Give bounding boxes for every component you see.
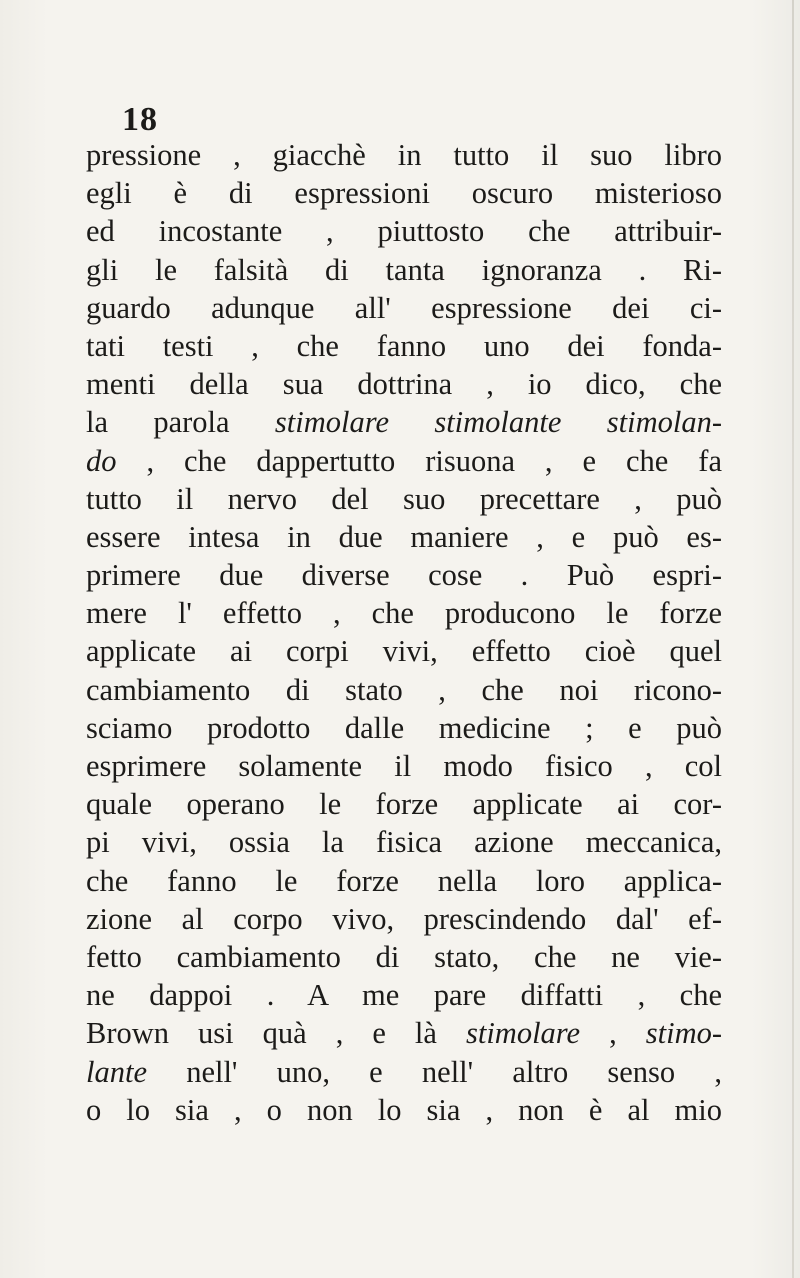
italic-text-segment: stimolare stimolante stimolan- [274,405,722,440]
text-segment: zione al corpo vivo, prescindendo dal' ef- [86,901,722,936]
text-segment: pressione , giacchè in tutto il suo libro [86,138,722,172]
text-segment: che fanno le forze nella loro applica- [86,863,722,898]
text-segment: , [580,1016,646,1051]
text-line [86,403,722,441]
text-segment: esprimere solamente il modo fisico , col [86,749,722,783]
text-line [86,1014,722,1052]
text-line [86,747,722,785]
text-line [86,251,722,289]
italic-text-segment: stimo- [645,1016,722,1051]
text-line [86,1091,722,1129]
text-segment: egli è di espressioni oscuro misterioso [86,176,722,211]
text-line [86,480,722,518]
text-segment: tutto il nervo del suo precettare , può [86,481,722,516]
text-line [86,632,722,670]
text-line [86,212,722,250]
italic-text-segment: do [86,443,117,478]
text-segment: applicate ai corpi vivi, effetto cioè quel [86,634,722,669]
text-line [86,823,722,861]
text-segment: sciamo prodotto dalle medicine ; e può [86,710,722,745]
text-segment: primere due diverse cose . Può espri- [86,558,722,593]
text-line [86,938,722,976]
text-line [86,900,722,938]
text-line [86,136,722,174]
text-segment: Brown usi quà , e là [86,1016,466,1051]
text-segment: guardo adunque all' espressione dei ci- [86,290,722,325]
text-line [86,518,722,556]
text-segment: ed incostante , piuttosto che attribuir- [86,214,722,249]
text-segment: , che dappertutto risuona , e che fa [116,443,722,478]
text-segment: nell' uno, e nell' altro senso , [147,1054,722,1089]
text-line [86,289,722,327]
text-line [86,671,722,709]
text-line [86,976,722,1014]
text-line [86,594,722,632]
text-segment: ne dappoi . A me pare diffatti , che [86,978,722,1013]
text-segment: essere intesa in due maniere , e può es- [86,519,722,554]
page-edge [792,0,794,1278]
text-segment: cambiamento di stato , che noi ricono- [86,672,722,707]
text-line [86,862,722,900]
text-segment: mere l' effetto , che producono le forze [86,596,722,631]
page-number: 18 [122,101,158,138]
text-segment: tati testi , che fanno uno dei fonda- [86,328,722,363]
text-segment: la parola [86,405,275,440]
text-line [86,1053,722,1091]
text-segment: quale operano le forze applicate ai cor- [86,787,722,822]
text-segment: pi vivi, ossia la fisica azione meccanica, [86,825,722,860]
text-segment: o lo sia , o non lo sia , non è al mio [86,1092,722,1127]
text-line [86,442,722,480]
text-segment: fetto cambiamento di stato, che ne vie- [86,939,722,974]
text-line [86,785,722,823]
text-line [86,556,722,594]
body-text [86,136,722,1129]
italic-text-segment: lante [86,1054,147,1089]
italic-text-segment: stimolare [465,1016,581,1051]
text-segment: menti della sua dottrina , io dico, che [86,367,722,402]
text-line [86,709,722,747]
text-line [86,327,722,365]
text-segment: gli le falsità di tanta ignoranza . Ri- [86,252,722,287]
text-line [86,365,722,403]
text-line [86,174,722,212]
